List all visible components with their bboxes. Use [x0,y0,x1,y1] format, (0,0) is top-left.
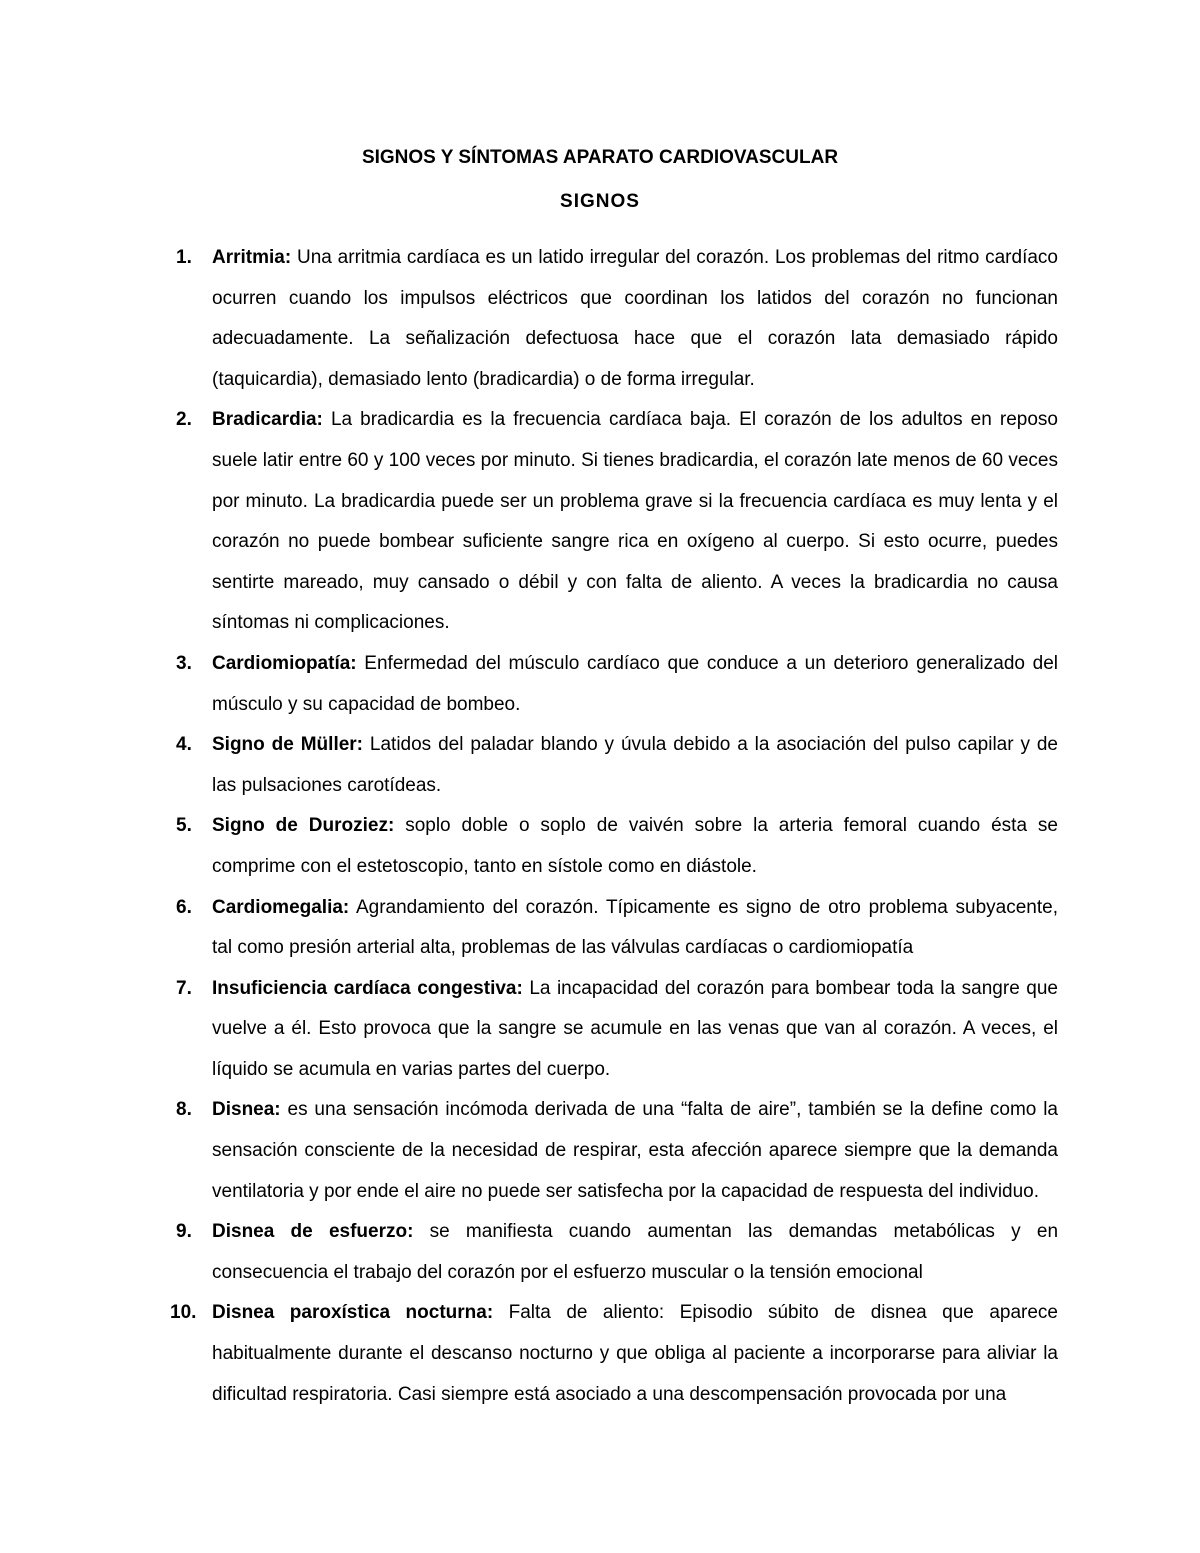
section-heading: SIGNOS [560,191,640,212]
item-term: Arritmia: [212,247,292,268]
list-item [170,644,1058,725]
list-item [170,725,1058,806]
list-item [170,1090,1058,1212]
list-item [170,806,1058,887]
list-item [170,969,1058,1091]
item-description: soplo doble o soplo de vaivén sobre la arteria femoral cuando ésta se comprime con el estetoscopio, tanto en sístole como en diástole. [212,815,1059,877]
item-term: Cardiomiopatía: [212,652,357,674]
list-item [170,400,1058,644]
item-number: 8. [176,1099,192,1121]
item-term: Signo de Müller: [212,734,364,756]
item-number: 3. [176,652,192,674]
item-description: Falta de aliento: Episodio súbito de disnea que aparece habitualmente durante el descanso nocturno y que obliga al paciente a incorporarse para aliviar la dificultad respiratoria. Casi siempre está asociado a una descompensación provocada por una [212,1302,1058,1405]
list-item [170,1212,1058,1293]
signs-list [170,238,1058,1415]
item-description: Una arritmia cardíaca es un latido irregular del corazón. Los problemas del ritmo cardíaco ocurren cuando los impulsos eléctricos que coordinan los latidos del corazón no funcionan adecuadamente. La señalización defectuosa hace que el corazón lata demasiado rápido (taquicardia), demasiado lento (bradicardia) o de forma irregular. [212,247,1058,390]
item-term: Bradicardia: [212,409,323,431]
item-description: Enfermedad del músculo cardíaco que conduce a un deterioro generalizado del músculo y su capacidad de bombeo. [212,652,1058,715]
item-term: Signo de Duroziez: [212,815,395,837]
item-number: 9. [176,1221,192,1243]
item-description: es una sensación incómoda derivada de una “falta de aire”, también se la define como la sensación consciente de la necesidad de respirar, esta afección aparece siempre que la demanda ventilatoria y por ende el aire no puede ser satisfecha por la capacidad de respuesta del individuo. [212,1099,1058,1202]
item-description: La bradicardia es la frecuencia cardíaca baja. El corazón de los adultos en reposo suele latir entre 60 y 100 veces por minuto. Si tienes bradicardia, el corazón late menos de 60 veces por minuto. La bradicardia puede ser un problema grave si la frecuencia cardíaca es muy lenta y el corazón no puede bombear suficiente sangre rica en oxígeno al cuerpo. Si esto ocurre, puedes sentirte mareado, muy cansado o débil y con falta de aliento. A veces la bradicardia no causa síntomas ni complicaciones. [212,409,1058,634]
item-description: se manifiesta cuando aumentan las demandas metabólicas y en consecuencia el trabajo del corazón por el esfuerzo muscular o la tensión emocional [212,1221,1059,1283]
item-number: 5. [176,815,192,837]
item-number: 7. [176,977,192,999]
list-item [170,238,1058,400]
item-term: Insuficiencia cardíaca congestiva: [212,977,523,999]
item-description: Agrandamiento del corazón. Típicamente es signo de otro problema subyacente, tal como presión arterial alta, problemas de las válvulas cardíacas o cardiomiopatía [212,896,1058,959]
item-number: 2. [176,409,192,431]
item-number: 10. [170,1302,197,1324]
item-term: Disnea: [212,1099,281,1121]
item-number: 6. [176,896,192,918]
item-term: Cardiomegalia: [212,896,350,918]
item-term: Disnea paroxística nocturna: [212,1302,494,1324]
list-item [170,888,1058,969]
item-term: Disnea de esfuerzo: [212,1221,414,1243]
document-title: SIGNOS Y SÍNTOMAS APARATO CARDIOVASCULAR [361,147,839,168]
item-number: 1. [176,247,192,268]
item-description: La incapacidad del corazón para bombear toda la sangre que vuelve a él. Esto provoca que la sangre se acumule en las venas que van al corazón. A veces, el líquido se acumula en varias partes del cuerpo. [212,977,1058,1080]
item-number: 4. [176,734,192,756]
item-description: Latidos del paladar blando y úvula debido a la asociación del pulso capilar y de las pulsaciones carotídeas. [212,734,1058,796]
list-item [170,1293,1058,1415]
